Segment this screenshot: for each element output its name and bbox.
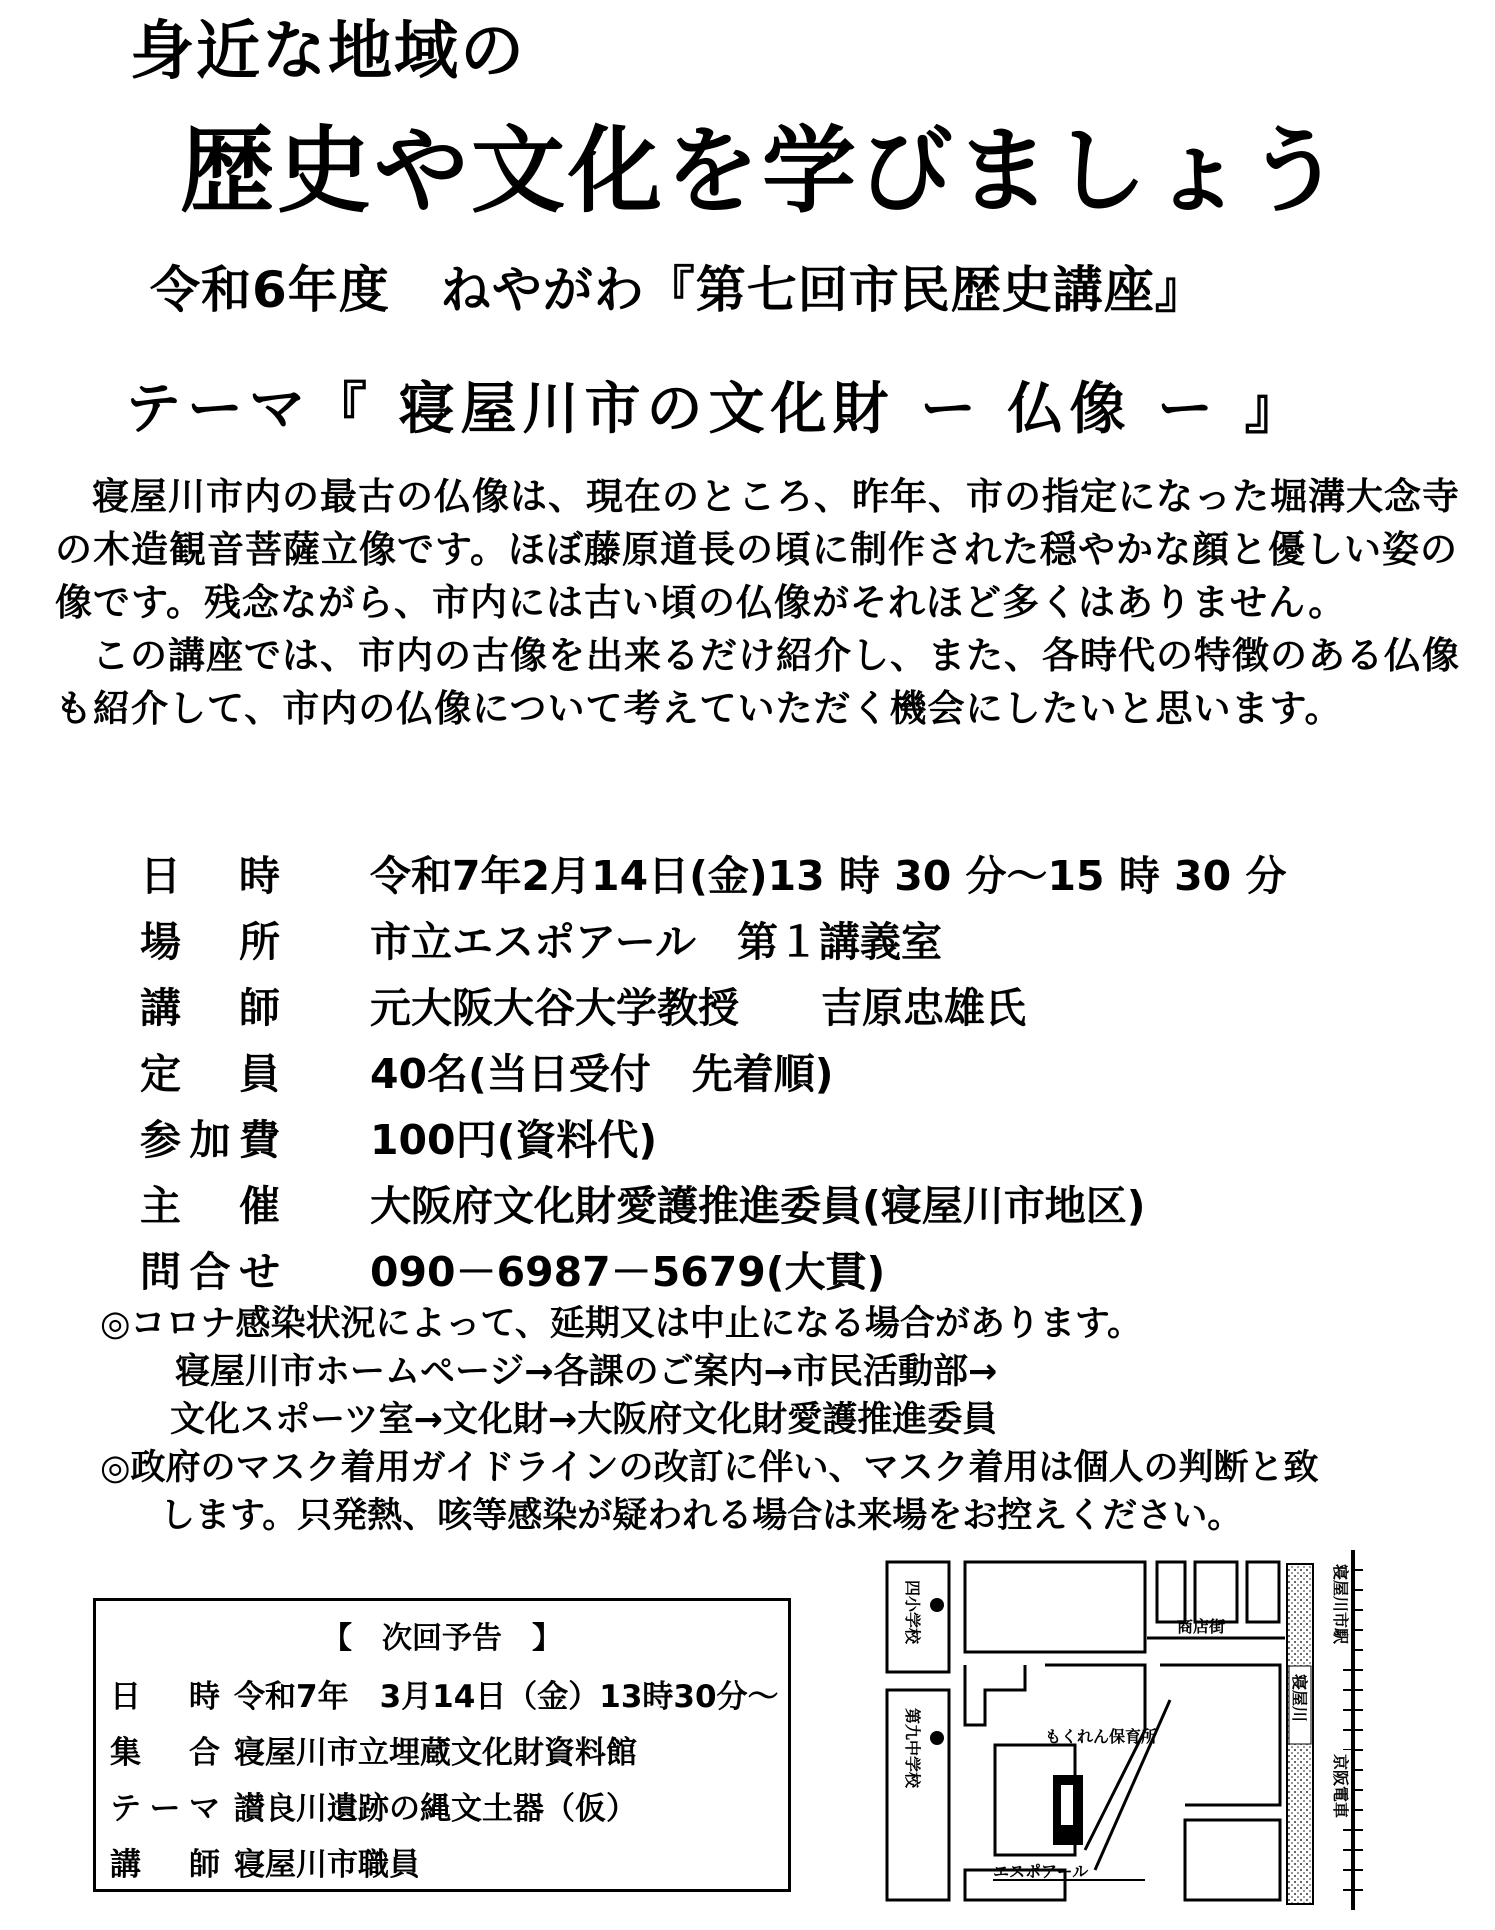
map-road xyxy=(1095,1700,1170,1870)
map-label-esporu: エスポアール xyxy=(993,1862,1089,1881)
detail-label: 問合せ xyxy=(140,1248,280,1296)
location-map xyxy=(885,1550,1375,1910)
next-row-datetime xyxy=(110,1671,779,1716)
next-label: 講師 xyxy=(110,1847,220,1883)
note-mask-2: します。只発熱、咳等感染が疑われる場合は来場をお控えください。 xyxy=(160,1496,1243,1536)
detail-value: 大阪府文化財愛護推進委員(寝屋川市地区) xyxy=(370,1182,1146,1230)
map-block xyxy=(1247,1562,1279,1622)
map-block xyxy=(1160,1665,1280,1805)
note-corona: ◎コロナ感染状況によって、延期又は中止になる場合があります。 xyxy=(100,1304,1143,1344)
note-path-1: 寝屋川市ホームページ→各課のご案内→市民活動部→ xyxy=(175,1352,998,1392)
map-road xyxy=(1045,1665,1145,1730)
detail-label: 主催 xyxy=(140,1182,280,1230)
next-value: 令和7年 3月14日（金）13時30分～ xyxy=(234,1679,779,1715)
detail-label: 日時 xyxy=(140,852,280,900)
map-block xyxy=(965,1665,1025,1725)
detail-value: 令和7年2月14日(金)13 時 30 分～15 時 30 分 xyxy=(370,852,1287,900)
note-path-2: 文化スポーツ室→文化財→大阪府文化財愛護推進委員 xyxy=(170,1400,998,1440)
map-block xyxy=(965,1562,1145,1652)
detail-value: 市立エスポアール 第１講義室 xyxy=(370,918,942,966)
intro-paragraph-1: 寝屋川市内の最古の仏像は、現在のところ、昨年、市の指定になった堀溝大念寺の木造観音菩薩立像です。ほぼ藤原道長の頃に制作された穏やかな顔と優しい姿の像です。残念ながら、市内には古い頃の仏像がそれほど多くはありません。 xyxy=(55,475,1460,624)
school1-marker-icon xyxy=(930,1598,944,1612)
map-road xyxy=(1085,1730,1145,1850)
next-label: テーマ xyxy=(110,1791,220,1827)
next-lecture-title: 【 次回予告 】 xyxy=(322,1621,562,1656)
lecture-theme: テーマ『 寝屋川市の文化財 ー 仏像 ー 』 xyxy=(125,377,1307,442)
detail-value: 090－6987－5679(大貫) xyxy=(370,1248,886,1296)
lecture-subtitle: 令和6年度 ねやがわ『第七回市民歴史講座』 xyxy=(150,261,1206,319)
map-block xyxy=(1185,1820,1280,1900)
detail-label: 講師 xyxy=(140,984,280,1032)
next-label: 日時 xyxy=(110,1679,220,1715)
heading-line1: 身近な地域の xyxy=(130,15,526,89)
notes xyxy=(100,1300,1318,1540)
next-value: 寝屋川市立埋蔵文化財資料館 xyxy=(234,1735,637,1771)
detail-value: 100円(資料代) xyxy=(370,1116,658,1164)
map-block xyxy=(1195,1562,1237,1622)
map-block xyxy=(1157,1562,1185,1622)
detail-label: 参加費 xyxy=(140,1116,280,1164)
intro-text xyxy=(55,470,1465,735)
next-value: 讃良川遺跡の縄文土器（仮） xyxy=(234,1791,637,1827)
map-label-river: 寝屋川 xyxy=(1290,1674,1309,1723)
detail-value: 40名(当日受付 先着順) xyxy=(370,1050,834,1098)
next-label: 集合 xyxy=(110,1735,220,1771)
next-value: 寝屋川市職員 xyxy=(234,1847,420,1883)
map-label-school2: 第九中学校 xyxy=(903,1708,922,1789)
map-label-mokuren: もくれん保育所 xyxy=(1045,1727,1158,1746)
note-mask-1: ◎政府のマスク着用ガイドラインの改訂に伴い、マスク着用は個人の判断と致 xyxy=(100,1448,1319,1488)
intro-paragraph-2: この講座では、市内の古像を出来るだけ紹介し、また、各時代の特徴のある仏像も紹介して、市内の仏像について考えていただく機会にしたいと思います。 xyxy=(55,634,1460,730)
map-label-keihan: 京阪電車 xyxy=(1331,1754,1350,1819)
esporu-building-inner xyxy=(1061,1785,1073,1825)
heading-line2: 歴史や文化を学びましょう xyxy=(180,117,1345,226)
next-row-theme xyxy=(110,1783,637,1828)
next-lecture-box xyxy=(93,1598,791,1892)
map-label-shotengai: 商店街 xyxy=(1177,1617,1226,1636)
school2-marker-icon xyxy=(930,1731,944,1745)
detail-label: 場所 xyxy=(140,918,280,966)
next-row-lecturer xyxy=(110,1839,420,1884)
detail-label: 定員 xyxy=(140,1050,280,1098)
next-row-meeting xyxy=(110,1727,637,1772)
map-label-school1: 四小学校 xyxy=(903,1580,922,1645)
map-label-station: 寝屋川市駅 xyxy=(1331,1564,1350,1645)
detail-value: 元大阪大谷大学教授 吉原忠雄氏 xyxy=(370,984,1026,1032)
